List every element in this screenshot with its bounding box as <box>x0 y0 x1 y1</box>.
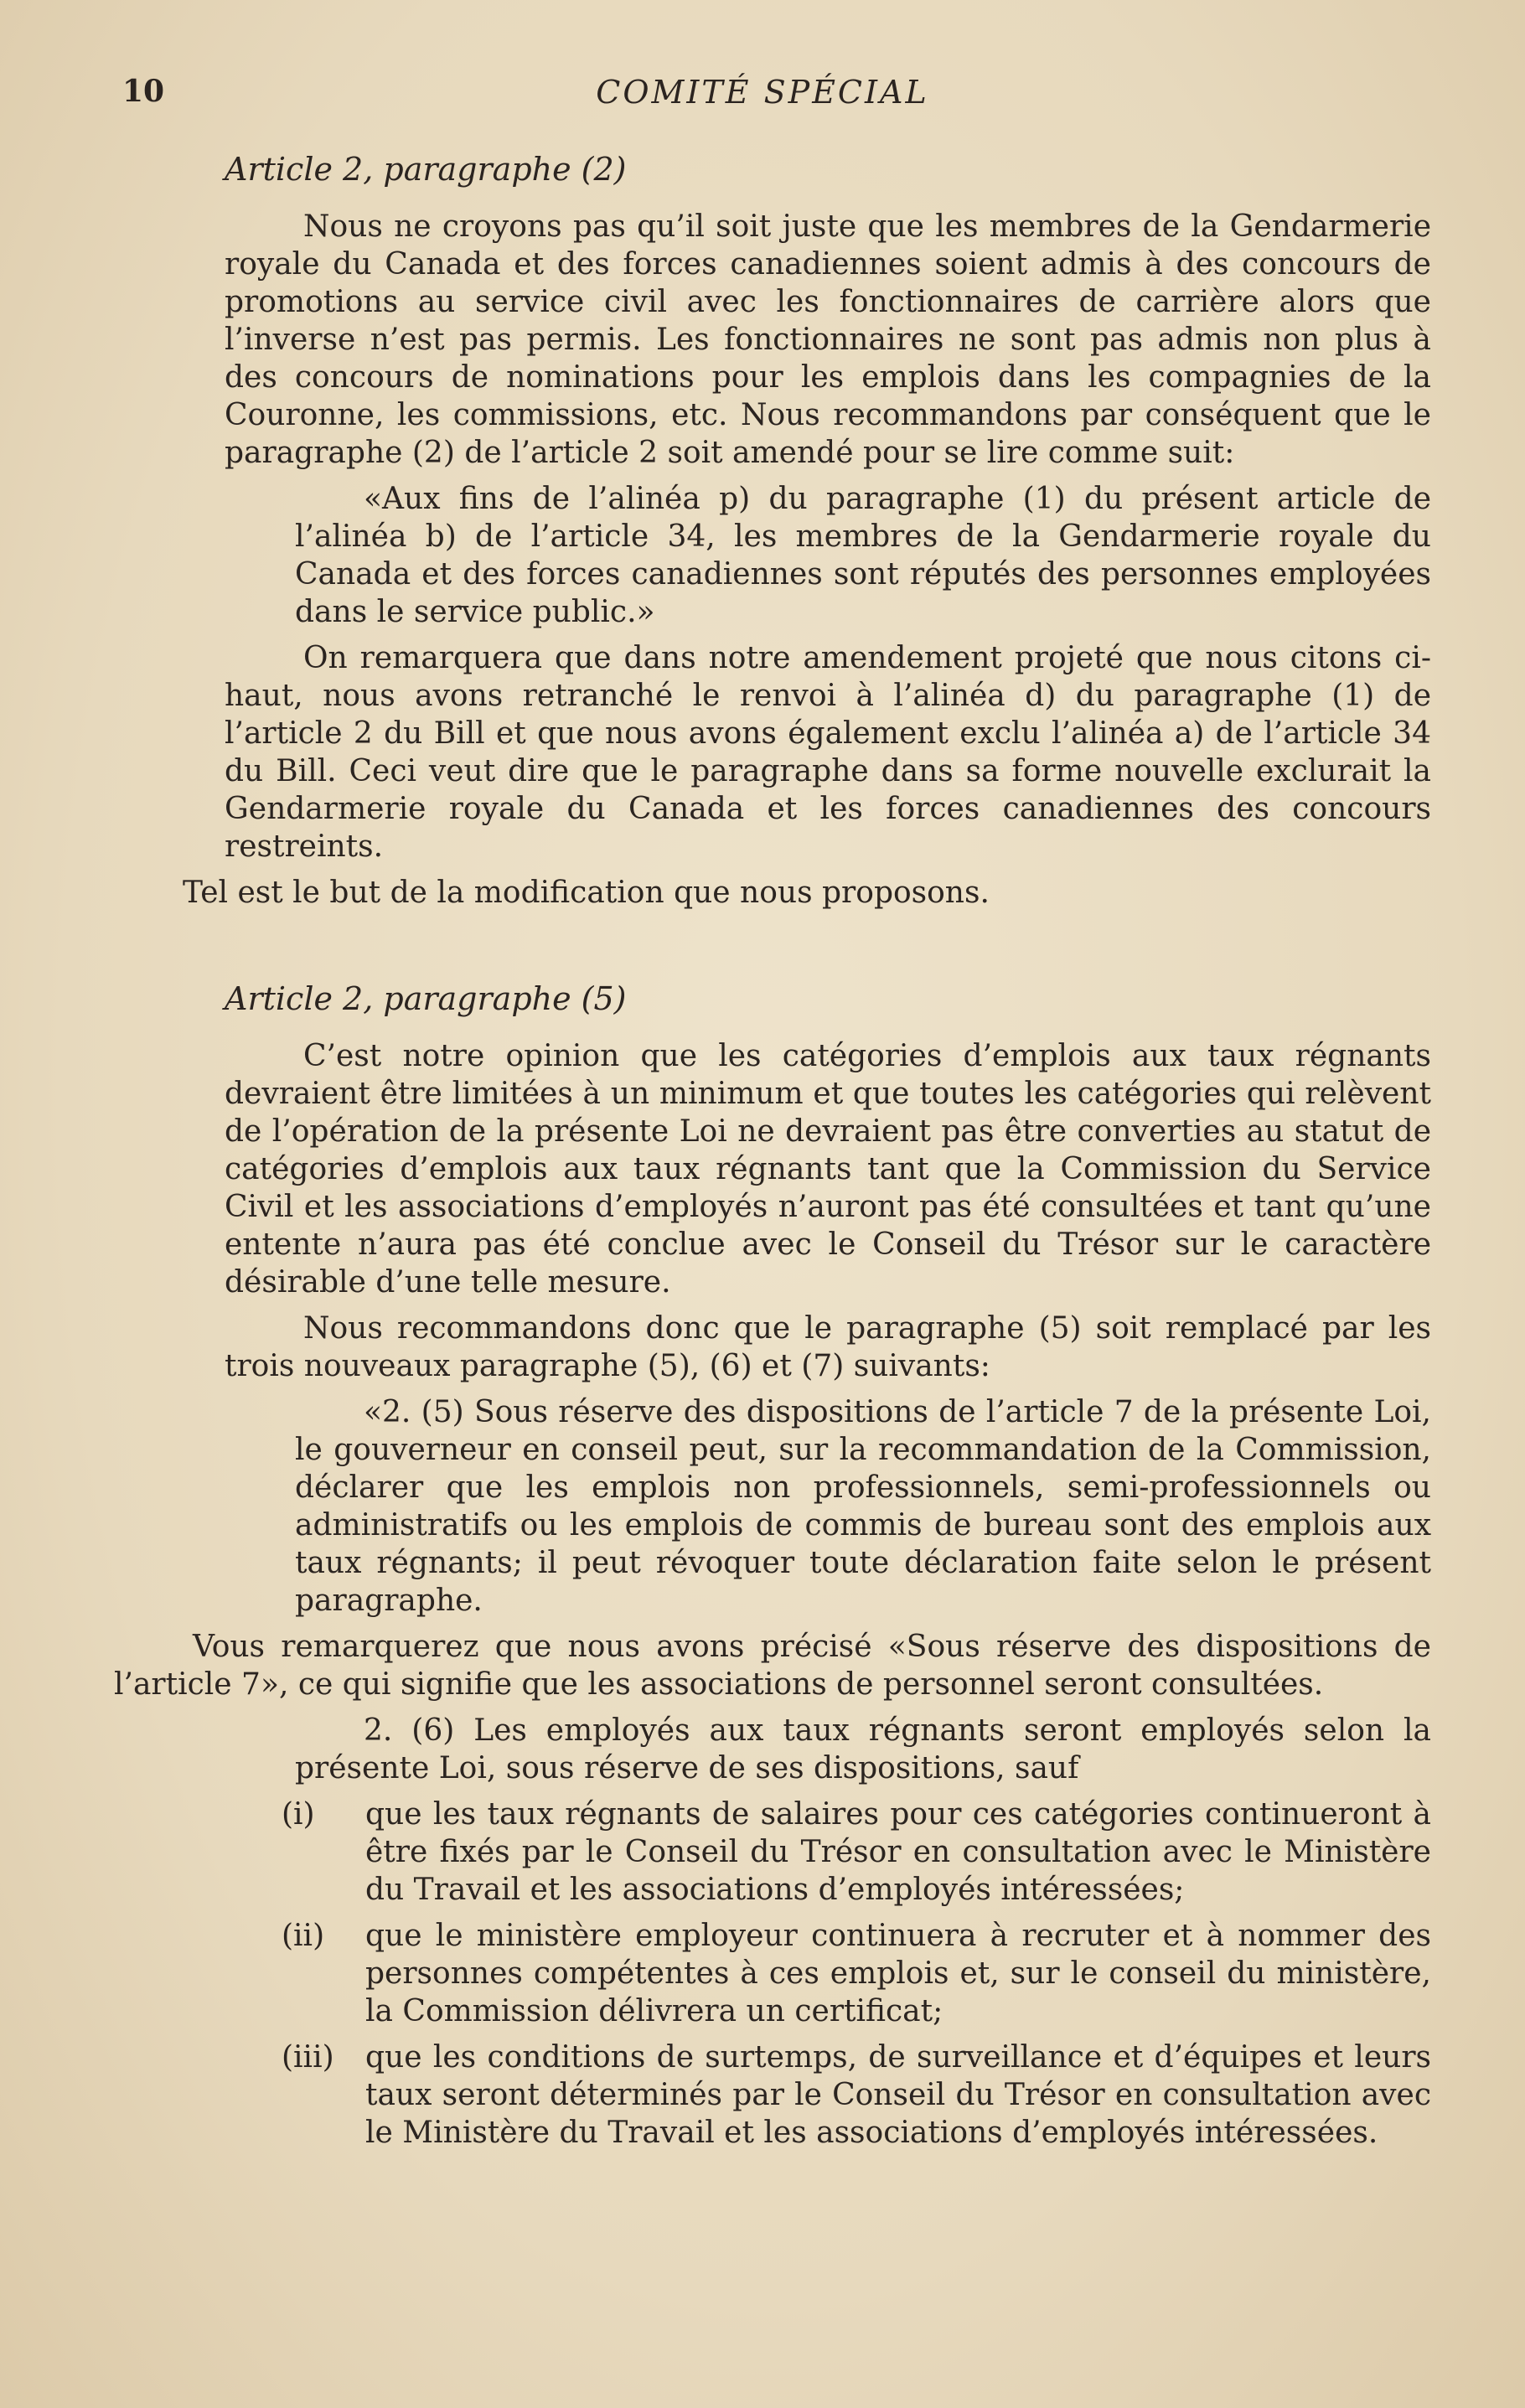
paragraph: Nous ne croyons pas qu’il soit juste que les membres de la Gendarmerie royale du Canada et des forces canadiennes soient admis à des concours de promotions au service civil avec les fonctionnaires de carrière alors que l’inverse n’est pas permis. Les fonctionnaires ne sont pas admis non plus à des concours de nominations pour les emplois dans les compagnies de la Couronne, les commissions, etc. Nous recommandons par conséquent que le paragraphe (2) de l’article 2 soit amendé pour se lire comme suit: <box>225 209 1431 470</box>
list-item <box>282 1917 1431 2030</box>
list-item-number: (ii) <box>282 1919 325 1953</box>
paragraph: Tel est le but de la modification que nous proposons. <box>183 876 990 910</box>
section-heading-article-2-5: Article 2, paragraphe (5) <box>225 980 627 1017</box>
document-body <box>114 151 1431 2160</box>
list-item <box>282 1796 1431 1909</box>
paragraph: Vous remarquerez que nous avons précisé «Sous réserve des dispositions de l’article 7», ce qui signifie que les associations de personnel seront consultées. <box>114 1630 1431 1702</box>
section-heading-article-2-2: Article 2, paragraphe (2) <box>225 151 627 188</box>
paragraph: Nous recommandons donc que le paragraphe (5) soit remplacé par les trois nouveaux paragraphe (5), (6) et (7) suivants: <box>225 1311 1431 1383</box>
quoted-amendment: 2. (6) Les employés aux taux régnants seront employés selon la présente Loi, sous réserve de ses dispositions, sauf <box>295 1713 1431 1785</box>
list-item-text: que le ministère employeur continuera à recruter et à nommer des personnes compétentes à ces emplois et, sur le conseil du ministère, la Commission délivrera un certificat; <box>365 1919 1431 2028</box>
list-item-text: que les taux régnants de salaires pour ces catégories continueront à être fixés par le Conseil du Trésor en consultation avec le Ministère du Travail et les associations d’employés intéressées; <box>365 1797 1431 1907</box>
list-item-text: que les conditions de surtemps, de surveillance et d’équipes et leurs taux seront déterminés par le Conseil du Trésor en consultation avec le Ministère du Travail et les associations d’employés intéressées. <box>365 2040 1431 2150</box>
list-item-number: (iii) <box>282 2040 334 2075</box>
page-number: 10 <box>122 74 165 109</box>
quoted-amendment: «2. (5) Sous réserve des dispositions de l’article 7 de la présente Loi, le gouverneur en conseil peut, sur la recommandation de la Commission, déclarer que les emplois non professionnels, semi-professionnels ou administratifs ou les emplois de commis de bureau sont des emplois aux taux régnants; il peut révoquer toute déclaration faite selon le présent paragraphe. <box>295 1395 1431 1618</box>
running-title: COMITÉ SPÉCIAL <box>596 74 929 111</box>
paragraph: On remarquera que dans notre amendement projeté que nous citons ci-haut, nous avons retranché le renvoi à l’alinéa d) du paragraphe (1) de l’article 2 du Bill et que nous avons également exclu l’alinéa a) de l’article 34 du Bill. Ceci veut dire que le paragraphe dans sa forme nouvelle exclurait la Gendarmerie royale du Canada et les forces canadiennes des concours restreints. <box>225 641 1431 864</box>
page-header <box>0 74 1525 124</box>
quoted-amendment: «Aux fins de l’alinéa p) du paragraphe (1) du présent article de l’alinéa b) de l’article 34, les membres de la Gendarmerie royale du Canada et des forces canadiennes sont réputés des personnes employées dans le service public.» <box>295 482 1431 629</box>
paragraph: C’est notre opinion que les catégories d’emplois aux taux régnants devraient être limitées à un minimum et que toutes les catégories qui relèvent de l’opération de la présente Loi ne devraient pas être converties au statut de catégories d’emplois aux taux régnants tant que la Commission du Service Civil et les associations d’employés n’auront pas été consultées et tant qu’une entente n’aura pas été conclue avec le Conseil du Trésor sur le caractère désirable d’une telle mesure. <box>225 1039 1431 1300</box>
list-item <box>282 2039 1431 2152</box>
list-item-number: (i) <box>282 1797 315 1832</box>
